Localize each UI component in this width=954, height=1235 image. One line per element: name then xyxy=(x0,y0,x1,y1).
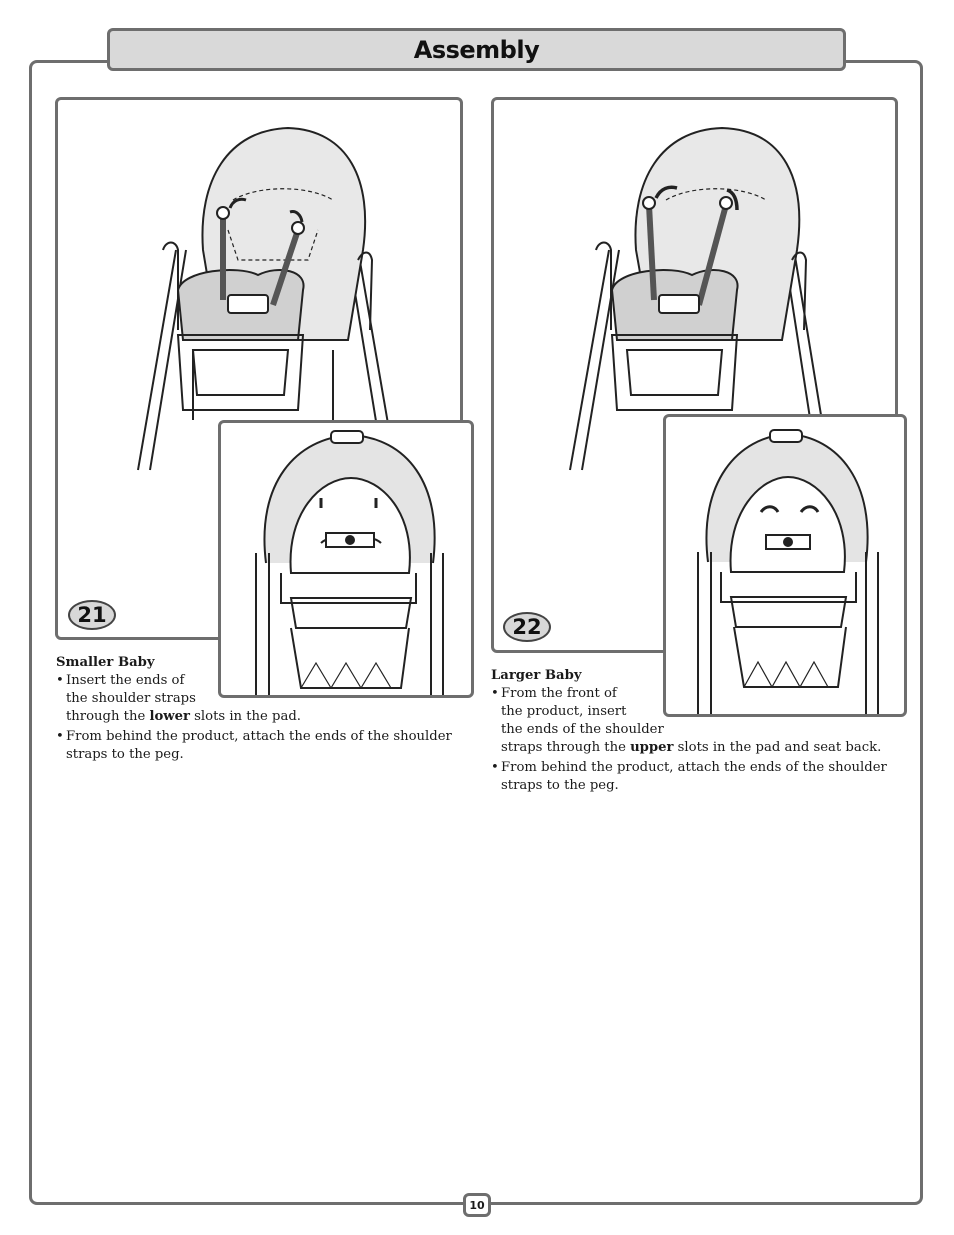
step-22-instructions xyxy=(491,667,901,795)
step-22-bullet-1-line-3: the ends of the shoulder xyxy=(501,722,664,737)
step-21-bullet-2 xyxy=(56,728,456,764)
step-22-bullet-1-line-1: From the front of xyxy=(501,686,617,701)
step-21-bullet-1-prefix: through the xyxy=(66,709,150,724)
section-title-bar xyxy=(107,28,846,71)
step-21-bullet-1-line-1: Insert the ends of xyxy=(66,673,185,688)
step-21-bullet-1 xyxy=(56,672,456,726)
step-21-bullet-1-line-2: the shoulder straps xyxy=(66,691,196,706)
step-22-number: 22 xyxy=(512,615,542,639)
step-21-bullet-2-line-1: From behind the product, attach the ends of the shoulder xyxy=(66,729,452,744)
step-22-heading: Larger Baby xyxy=(491,668,582,683)
step-22-bullet-2 xyxy=(491,759,901,795)
bullet-dot: • xyxy=(56,729,64,744)
step-21-bullet-1-suffix: slots in the pad. xyxy=(189,709,301,724)
step-21-instructions xyxy=(56,654,456,764)
step-22-badge xyxy=(503,612,551,642)
step-22-bullet-1-line-4 xyxy=(501,739,901,757)
step-21-bullet-1-line-3 xyxy=(66,708,456,726)
step-22-bullet-1 xyxy=(491,685,901,757)
step-22-bullet-2-line-2: straps to the peg. xyxy=(501,778,619,793)
bullet-dot: • xyxy=(56,673,64,688)
step-22-emphasis: upper xyxy=(630,740,674,755)
bullet-dot: • xyxy=(491,760,499,775)
step-21-bullet-2-line-2: straps to the peg. xyxy=(66,747,184,762)
step-21-badge xyxy=(68,600,116,630)
step-22-bullet-1-line-2: the product, insert xyxy=(501,704,627,719)
step-22-bullet-2-line-1: From behind the product, attach the ends of the shoulder xyxy=(501,760,887,775)
step-21-emphasis: lower xyxy=(149,709,190,724)
bullet-dot: • xyxy=(491,686,499,701)
page-number: 10 xyxy=(463,1193,491,1217)
step-22-bullet-1-suffix: slots in the pad and seat back. xyxy=(673,740,882,755)
step-21-number: 21 xyxy=(77,603,107,627)
step-22-bullet-1-prefix: straps through the xyxy=(501,740,631,755)
page-title: Assembly xyxy=(413,35,540,64)
step-21-heading: Smaller Baby xyxy=(56,655,155,670)
